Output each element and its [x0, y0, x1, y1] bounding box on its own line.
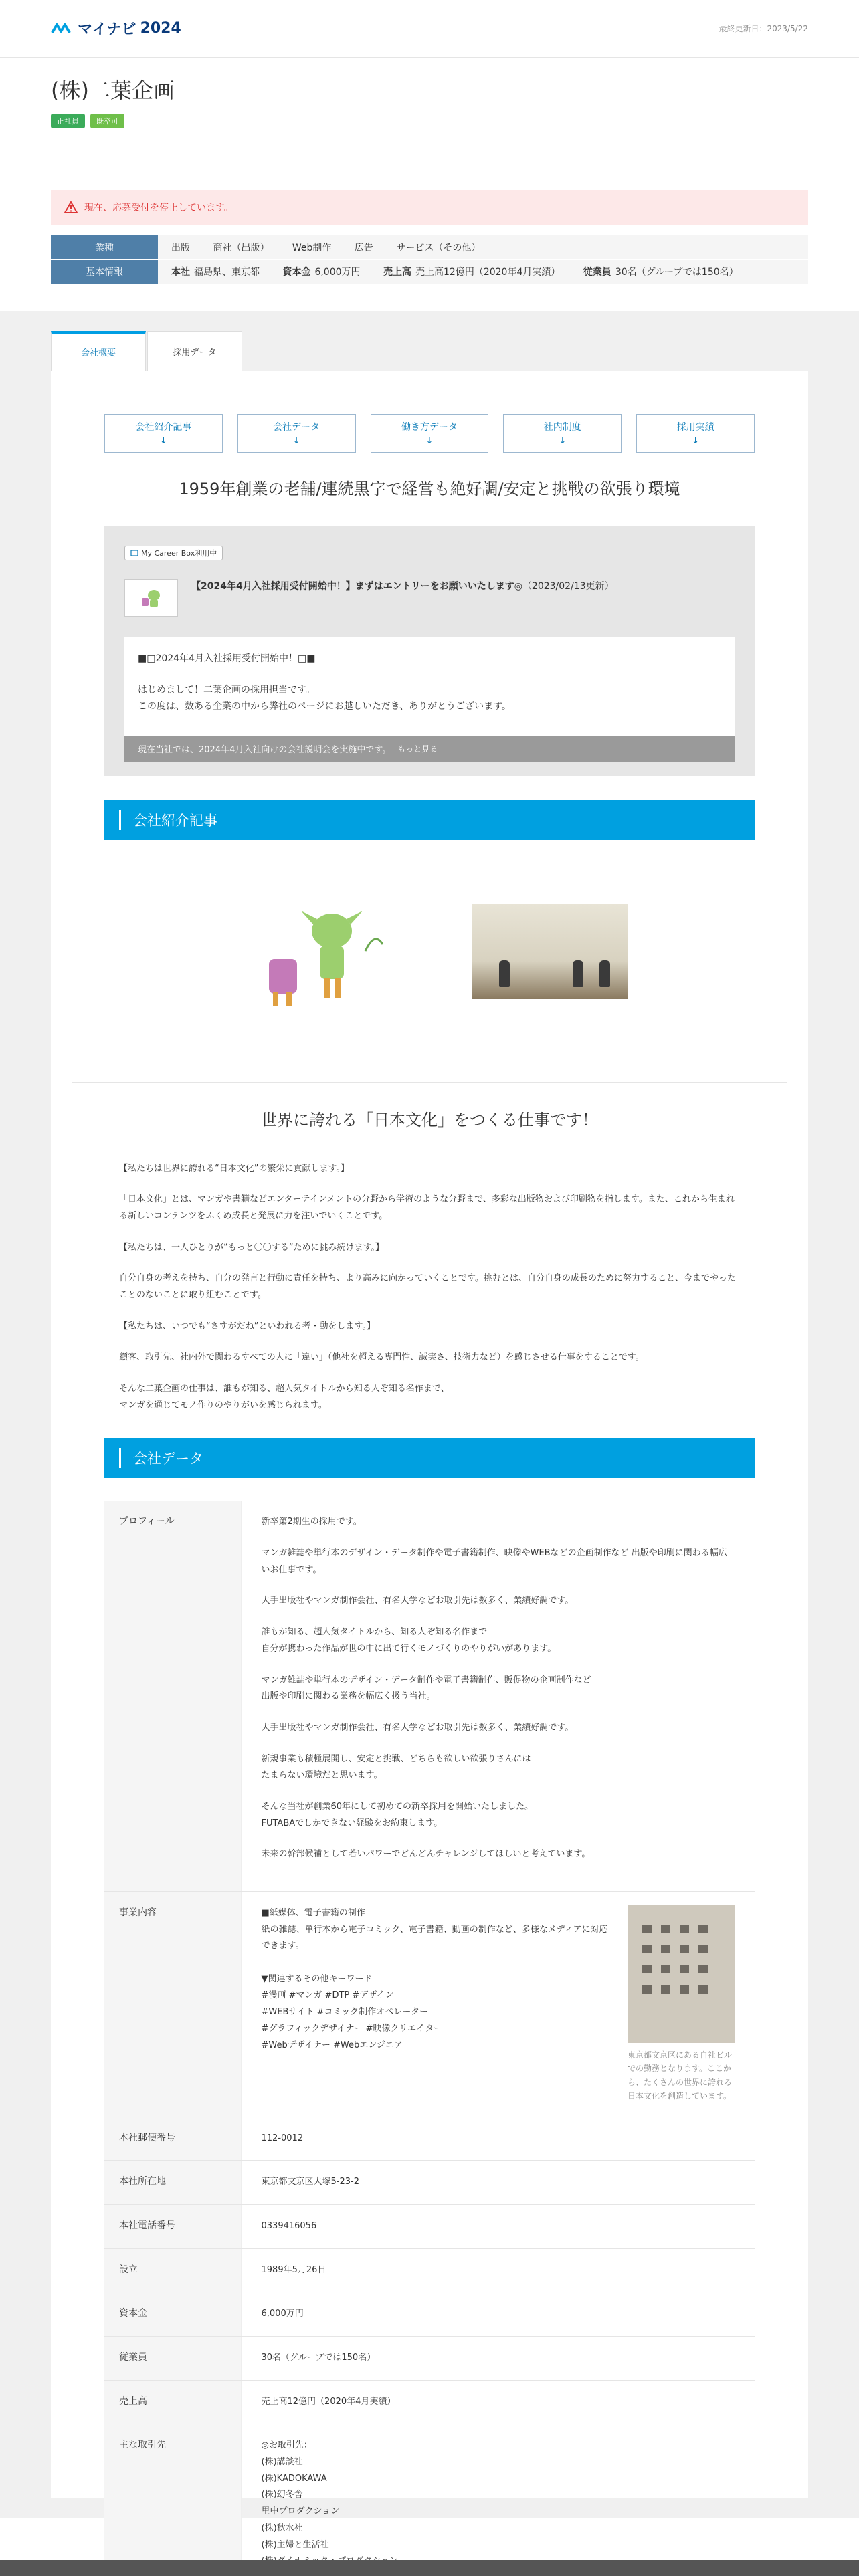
hq-value: 福島県、東京都 [194, 267, 260, 278]
profile-cell [241, 1501, 755, 1891]
business-cell [241, 1892, 755, 2117]
news-line: はじめまして！二葉企画の採用担当です。 [138, 685, 315, 696]
divider [72, 1082, 787, 1083]
building-caption: 東京都文京区にある自社ビルでの勤務となります。ここから、たくさんの世界に誇れる日本文化を創造しています。 [628, 2050, 733, 2101]
table-row [104, 2161, 755, 2205]
person-shape [499, 960, 510, 987]
table-row [104, 2204, 755, 2248]
basic-info-values [158, 259, 808, 284]
row-label: 本社所在地 [104, 2161, 241, 2205]
anchor-label: 採用実績 [676, 422, 714, 433]
article-paragraph: 「日本文化」とは、マンガや書籍などエンターテインメントの分野から学術のような分野まで、多彩な出版物および印刷物を指します。また、これから生まれる新しいコンテンツをふくめ成長と発展に力を注いでいくことです。 [119, 1194, 735, 1221]
news-date: （2023/02/13更新） [522, 580, 614, 592]
bottom-bar [0, 2560, 859, 2576]
row-label: 事業内容 [104, 1892, 241, 2117]
mynavi-logo[interactable] [51, 18, 181, 39]
article-images [104, 904, 755, 1018]
table-row [104, 2117, 755, 2161]
tab-recruit-data[interactable]: 採用データ [147, 331, 242, 371]
tag-graduate-ok: 既卒可 [90, 114, 124, 128]
box-icon [130, 549, 138, 557]
industry-values [158, 235, 808, 259]
logo-text: マイナビ [78, 21, 136, 38]
person-shape [573, 960, 583, 987]
news-thumbnail [124, 579, 178, 617]
section-title: 会社紹介記事 [133, 812, 217, 829]
news-header[interactable] [124, 579, 735, 617]
alert-text: 現在、応募受付を停止しています。 [84, 203, 233, 213]
table-row [104, 2424, 755, 2576]
row-label: 資本金 [104, 2292, 241, 2337]
row-label: プロフィール [104, 1501, 241, 1891]
clients-value: ◎お取引先： (株)講談社 (株)KADOKAWA (株)幻冬舎 里中プロダクション (株)秋水社 (株)主婦と生活社 [241, 2424, 755, 2576]
table-row [104, 2292, 755, 2337]
anchor-links [104, 414, 755, 453]
row-label: 主な取引先 [104, 2424, 241, 2576]
building-figure [628, 1905, 735, 2103]
office-photo[interactable] [472, 904, 628, 999]
site-header [0, 0, 859, 58]
anchor-work-style[interactable] [371, 414, 489, 453]
anchor-hiring-record[interactable] [636, 414, 755, 453]
article-title: 世界に誇れる「日本文化」をつくる仕事です！ [261, 1110, 598, 1130]
founded-value: 1989年5月26日 [241, 2248, 755, 2292]
row-label: 本社郵便番号 [104, 2117, 241, 2161]
news-card [124, 637, 735, 762]
mascot-characters-image[interactable] [231, 904, 392, 1018]
section-header-company-data [104, 1438, 755, 1478]
article-paragraph: 【私たちは、一人ひとりが“もっと〇〇する”ために挑み続けます。】 [119, 1242, 384, 1253]
row-label: 売上高 [104, 2380, 241, 2424]
profile-paragraph: マンガ雑誌や単行本のデザイン・データ制作や電子書籍制作、販促物の企画制作など 出版や印刷に関わる業務を幅広く扱う当社。 [261, 1675, 591, 1702]
table-row [104, 2248, 755, 2292]
table-row [104, 2380, 755, 2424]
profile-paragraph: そんな当社が創業60年にして初めての新卒採用を開始いたしました。 FUTABAでしかできない経験をお約束します。 [261, 1801, 534, 1828]
article-body [104, 1161, 755, 1414]
news-footer-text: 現在当社では、2024年4月入社向けの会社説明会を実施中です。 [138, 744, 391, 755]
logo-year: 2024 [140, 20, 181, 37]
anchor-label: 会社紹介記事 [135, 422, 192, 433]
industry-label: 業種 [51, 235, 158, 259]
industry-item: Web制作 [292, 242, 332, 253]
basic-info-table [51, 235, 808, 284]
tab-company-overview[interactable]: 会社概要 [51, 331, 146, 371]
news-line: ■□2024年4月入社採用受付開始中！□■ [138, 653, 316, 664]
mascot-icon [138, 584, 165, 611]
capital-value: 6,000万円 [314, 267, 361, 278]
tab-bar [51, 331, 808, 371]
profile-paragraph: 未来の幹部候補として若いパワーでどんどんチャレンジしてほしいと考えています。 [261, 1849, 591, 1860]
arrow-down-icon: ↓ [692, 436, 700, 446]
company-name: (株)二葉企画 [51, 78, 175, 103]
article-paragraph: 自分自身の考えを持ち、自分の発言と行動に責任を持ち、より高みに向かっていくことです。挑むとは、自分自身の成長のために努力すること、今までやったことのないことに取り組むことです。 [119, 1273, 736, 1300]
anchor-systems[interactable] [503, 414, 622, 453]
profile-paragraph: 大手出版社やマンガ制作会社、有名大学などお取引先は数多く、業績好調です。 [261, 1722, 574, 1733]
last-updated: 最終更新日：2023/5/22 [719, 24, 808, 33]
sales-value: 売上高12億円（2020年4月実績） [415, 267, 561, 278]
article-paragraph: 【私たちは、いつでも“さすがだね”といわれる考・動をします。】 [119, 1321, 375, 1331]
news-line: この度は、数ある企業の中から弊社のページにお越しいただき、ありがとうございます。 [138, 701, 512, 712]
basic-info-label: 基本情報 [51, 259, 158, 284]
industry-item: 商社（出版） [213, 242, 270, 253]
profile-paragraph: 大手出版社やマンガ制作会社、有名大学などお取引先は数多く、業績好調です。 [261, 1596, 574, 1606]
badge-text: My Career Box利用中 [141, 548, 217, 558]
profile-paragraph: 新規事業も積極展開し、安定と挑戦、どちらも欲しい欲張りさんには たまらない環境だと思います。 [261, 1753, 531, 1781]
business-text: ■紙媒体、電子書籍の制作 紙の雑誌、単行本から電子コミック、電子書籍、動画の制作など、多様なメディアに対応できます。 ▼関連するその他キーワード #漫画 #マンガ #DTP #デザイン #WEBサイト #コミック制作オペレーター #グラフィックデザイナー #映像クリエイター #Webデザイナー #Webエンジニア [261, 1908, 608, 2050]
tag-fulltime: 正社員 [51, 114, 85, 128]
sales-label: 売上高 [383, 267, 411, 278]
company-tags [51, 114, 808, 128]
company-overview-panel [51, 371, 808, 2550]
row-label: 本社電話番号 [104, 2204, 241, 2248]
article-paragraph: 【私たちは世界に誇れる“日本文化”の繁栄に貢献します。】 [119, 1163, 349, 1174]
address-value: 東京都文京区大塚5-23-2 [241, 2161, 755, 2205]
arrow-down-icon: ↓ [559, 436, 567, 446]
arrow-down-icon: ↓ [159, 436, 167, 446]
profile-paragraph: 新卒第2期生の採用です。 [261, 1517, 362, 1527]
logo-mark-icon [51, 22, 74, 35]
news-body [124, 637, 735, 736]
arrow-down-icon: ↓ [292, 436, 300, 446]
anchor-article[interactable] [104, 414, 223, 453]
arrow-down-icon: ↓ [425, 436, 434, 446]
article-paragraph: 顧客、取引先、社内外で関わるすべての人に「違い」（他社を超える専門性、誠実さ、技術力など）を感じさせる仕事をすることです。 [119, 1352, 644, 1363]
industry-item: サービス（その他） [396, 242, 481, 253]
industry-item: 広告 [354, 242, 373, 253]
section-title: 会社データ [133, 1451, 203, 1467]
my-career-box-badge [124, 546, 223, 560]
employees-value: 30名（グループでは150名） [615, 267, 739, 278]
company-data-table [104, 1501, 755, 2576]
content-area [0, 311, 859, 2550]
anchor-label: 会社データ [273, 422, 320, 433]
zip-value: 112-0012 [241, 2117, 755, 2161]
table-row [104, 1501, 755, 1891]
company-heading [0, 58, 859, 128]
heading-bar [119, 810, 121, 830]
section-header-article [104, 800, 755, 840]
row-label: 従業員 [104, 2337, 241, 2381]
capital-label: 資本金 [282, 267, 311, 278]
industry-item: 出版 [171, 242, 190, 253]
article-paragraph: そんな二葉企画の仕事は、誰もが知る、超人気タイトルから知る人ぞ知る名作まで、 マンガを通じてモノ作りのやりがいを感じられます。 [119, 1384, 450, 1410]
heading-bar [119, 1448, 121, 1468]
profile-paragraph: 誰もが知る、超人気タイトルから、知る人ぞ知る名作まで 自分が携わった作品が世の中に出て行くモノづくりのやりがいがあります。 [261, 1627, 557, 1654]
table-row [104, 1892, 755, 2117]
table-row [104, 2337, 755, 2381]
application-closed-alert [51, 190, 808, 225]
sales-data-value: 売上高12億円（2020年4月実績） [241, 2380, 755, 2424]
news-title-text: 【2024年4月入社採用受付開始中！】まずはエントリーをお願いいたします◎ [191, 580, 522, 592]
read-more-button[interactable]: もっと見る [397, 744, 438, 754]
person-shape [599, 960, 610, 987]
hq-label: 本社 [171, 267, 190, 278]
catch-copy: 1959年創業の老舗/連続黒字で経営も絶好調/安定と挑戦の欲張り環境 [179, 479, 680, 498]
building-photo[interactable] [628, 1905, 735, 2043]
anchor-company-data[interactable] [237, 414, 356, 453]
anchor-label: 社内制度 [543, 422, 581, 433]
news-box [104, 526, 755, 776]
warning-icon [64, 201, 78, 213]
employees-data-value: 30名（グループでは150名） [241, 2337, 755, 2381]
news-title[interactable] [191, 579, 614, 594]
profile-paragraph: マンガ雑誌や単行本のデザイン・データ制作や電子書籍制作、映像やWEBなどの企画制作など 出版や印刷に関わる幅広いお仕事です。 [261, 1548, 727, 1575]
employees-label: 従業員 [583, 267, 611, 278]
anchor-label: 働き方データ [401, 422, 458, 433]
tel-value: 0339416056 [241, 2204, 755, 2248]
capital-data-value: 6,000万円 [241, 2292, 755, 2337]
row-label: 設立 [104, 2248, 241, 2292]
news-footer [124, 736, 735, 762]
